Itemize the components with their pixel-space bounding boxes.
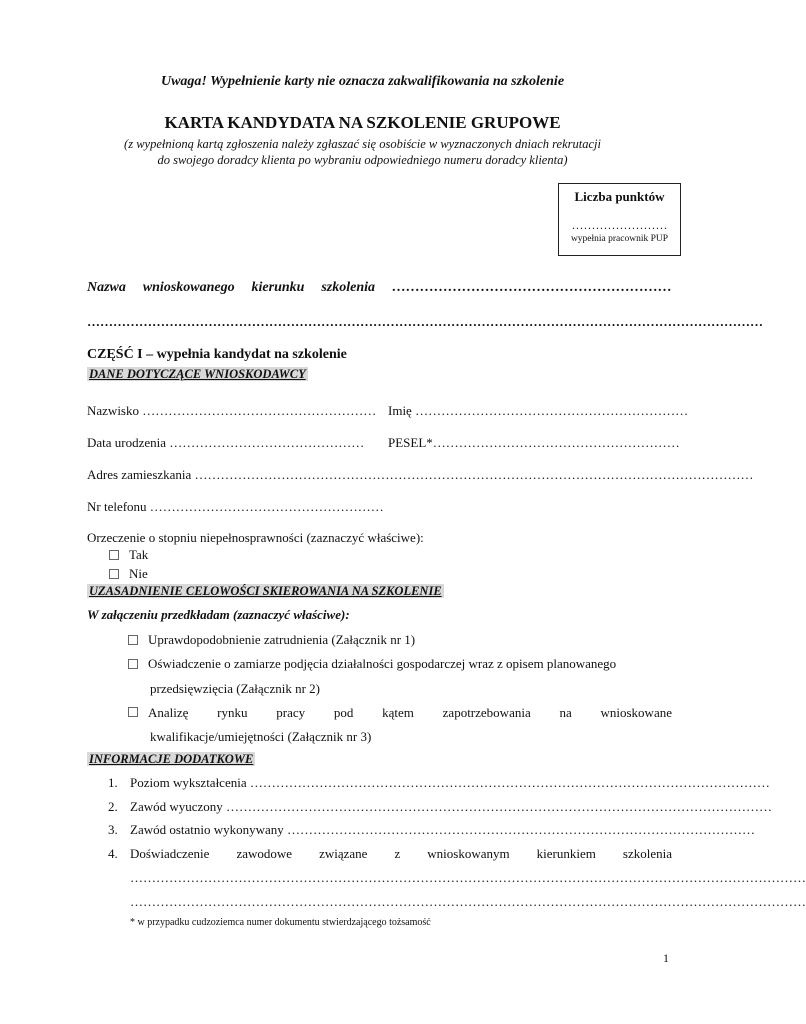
attachment-item-2-line-2: przedsięwzięcia (Załącznik nr 2) bbox=[150, 681, 320, 696]
points-box-dots[interactable]: …………………… bbox=[571, 218, 668, 232]
attachment-item-3[interactable] bbox=[128, 705, 672, 721]
experience-line-2[interactable]: ………………………………………………………………………………………………………………………………………… bbox=[130, 870, 806, 885]
points-box bbox=[558, 183, 681, 256]
course-name-line-2[interactable]: ………………………………………………………………………………………………………………………………………… bbox=[87, 314, 763, 329]
experience-line-3[interactable]: ………………………………………………………………………………………………………………………………………… bbox=[130, 894, 806, 909]
course-name-word: kierunku bbox=[251, 280, 305, 295]
list-number: 3. bbox=[108, 822, 118, 837]
attachment-item-label: Oświadczenie o zamiarze podjęcia działalności gospodarczej wraz z opisem planowanego bbox=[148, 656, 617, 671]
course-name-field[interactable]: …………………………………………………… bbox=[391, 280, 672, 295]
disability-option-yes[interactable] bbox=[109, 547, 148, 563]
experience-word: z bbox=[394, 846, 401, 861]
additional-heading bbox=[87, 752, 255, 767]
subtitle-line-1: (z wypełnioną kartą zgłoszenia należy zgłaszać się osobiście w wyznaczonych dniach rekrutacji bbox=[124, 137, 601, 151]
course-name-row bbox=[87, 280, 672, 296]
course-name-word: Nazwa bbox=[87, 280, 126, 295]
list-number: 2. bbox=[108, 799, 118, 814]
additional-item-text[interactable]: Zawód wyuczony ……………………………………………………………………………………………………………… bbox=[130, 799, 773, 814]
attachment-item-2[interactable] bbox=[128, 656, 616, 672]
justification-label: UZASADNIENIE CELOWOŚCI SKIEROWANIA NA SZKOLENIE bbox=[89, 584, 442, 598]
checkbox-icon[interactable] bbox=[109, 569, 119, 579]
experience-word: zawodowe bbox=[236, 846, 293, 861]
points-box-note: wypełnia pracownik PUP bbox=[570, 234, 669, 244]
disability-option-label: Nie bbox=[129, 566, 148, 581]
attachment-item-label: Uprawdopodobnienie zatrudnienia (Załącznik nr 1) bbox=[148, 632, 416, 647]
attachment-item-3-line-2: kwalifikacje/umiejętności (Załącznik nr 3) bbox=[150, 729, 372, 744]
disability-question: Orzeczenie o stopniu niepełnosprawności (zaznaczyć właściwe): bbox=[87, 530, 424, 545]
additional-item-2[interactable] bbox=[108, 799, 772, 815]
attachment-word: na bbox=[559, 705, 572, 720]
experience-word: związane bbox=[319, 846, 368, 861]
attachment-word: rynku bbox=[217, 705, 248, 720]
notice: Uwaga! Wypełnienie karty nie oznacza zakwalifikowania na szkolenie bbox=[160, 74, 565, 89]
attachment-word: Analizę bbox=[148, 705, 189, 720]
attachment-word: kątem bbox=[382, 705, 414, 720]
subtitle-line-2: do swojego doradcy klienta po wybraniu odpowiedniego numeru doradcy klienta) bbox=[157, 153, 568, 167]
attachment-word: zapotrzebowania bbox=[442, 705, 531, 720]
phone-field[interactable]: Nr telefonu ……………………………………………… bbox=[87, 499, 384, 514]
attachment-word: pracy bbox=[276, 705, 306, 720]
justification-intro: W załączeniu przedkładam (zaznaczyć właściwe): bbox=[87, 607, 350, 622]
list-number: 4. bbox=[108, 846, 118, 861]
additional-label: INFORMACJE DODATKOWE bbox=[89, 752, 254, 766]
course-name-word: wnioskowanego bbox=[142, 280, 235, 295]
attachment-item-1[interactable] bbox=[128, 632, 415, 648]
part1-heading: CZĘŚĆ I – wypełnia kandydat na szkolenie bbox=[87, 347, 347, 362]
footnote: * w przypadku cudzoziemca numer dokumentu stwierdzającego tożsamość bbox=[130, 917, 431, 928]
checkbox-icon[interactable] bbox=[128, 707, 138, 717]
disability-option-no[interactable] bbox=[109, 566, 148, 582]
attachment-word: wnioskowane bbox=[600, 705, 672, 720]
checkbox-icon[interactable] bbox=[128, 635, 138, 645]
experience-word: szkolenia bbox=[622, 846, 672, 861]
section-applicant-label: DANE DOTYCZĄCE WNIOSKODAWCY bbox=[89, 367, 306, 381]
pesel-field[interactable]: PESEL*………………………………………………… bbox=[388, 435, 680, 450]
experience-word: wnioskowanym bbox=[427, 846, 510, 861]
address-field[interactable]: Adres zamieszkania ………………………………………………………………………………………………………………… bbox=[87, 467, 754, 482]
justification-heading bbox=[87, 584, 444, 599]
list-number: 1. bbox=[108, 775, 118, 790]
additional-item-4[interactable] bbox=[108, 846, 672, 862]
additional-item-1[interactable] bbox=[108, 775, 770, 791]
disability-option-label: Tak bbox=[129, 547, 149, 562]
section-applicant-heading bbox=[87, 367, 308, 382]
surname-field[interactable]: Nazwisko ……………………………………………… bbox=[87, 403, 377, 418]
additional-item-3[interactable] bbox=[108, 822, 755, 838]
experience-word: Doświadczenie bbox=[130, 846, 210, 861]
birth-date-field[interactable]: Data urodzenia ……………………………………… bbox=[87, 435, 365, 450]
first-name-field[interactable]: Imię ……………………………………………………… bbox=[388, 403, 689, 418]
additional-item-text[interactable]: Zawód ostatnio wykonywany ……………………………………………………………………………………………… bbox=[130, 822, 756, 837]
page-title: KARTA KANDYDATA NA SZKOLENIE GRUPOWE bbox=[164, 113, 561, 132]
course-name-word: szkolenia bbox=[321, 280, 376, 295]
page-number: 1 bbox=[663, 951, 669, 965]
experience-word: kierunkiem bbox=[536, 846, 596, 861]
points-box-label: Liczba punktów bbox=[574, 189, 665, 204]
checkbox-icon[interactable] bbox=[128, 659, 138, 669]
additional-item-text[interactable]: Poziom wykształcenia ………………………………………………………………………………………………………… bbox=[130, 775, 770, 790]
attachment-word: pod bbox=[333, 705, 354, 720]
checkbox-icon[interactable] bbox=[109, 550, 119, 560]
